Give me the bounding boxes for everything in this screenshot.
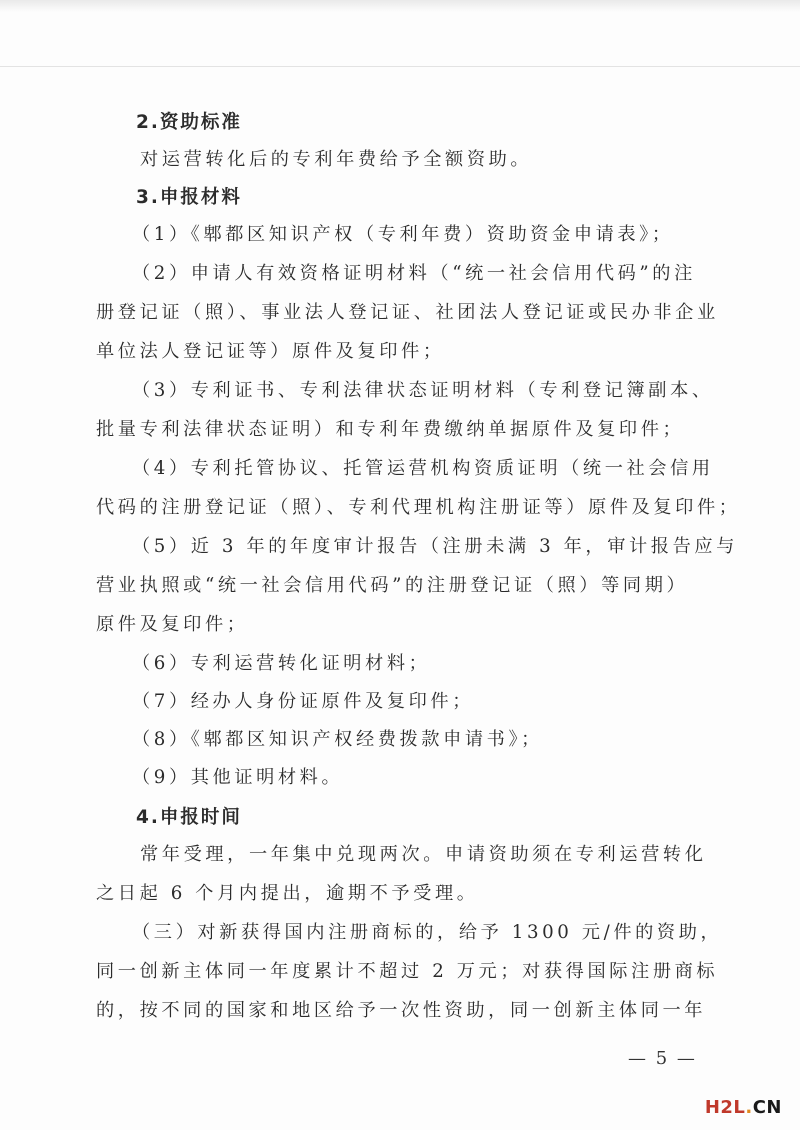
watermark-part: H2L: [704, 1097, 746, 1118]
paragraph-line: 对运营转化后的专利年费给予全额资助。: [140, 149, 533, 170]
paragraph-line: 之日起 6 个月内提出，逾期不予受理。: [96, 883, 479, 904]
section-heading-application-time: 4.申报时间: [136, 807, 242, 828]
paragraph-line: 同一创新主体同一年度累计不超过 2 万元；对获得国际注册商标: [96, 961, 719, 982]
watermark-dot: .: [745, 1097, 753, 1118]
paragraph-line: 的，按不同的国家和地区给予一次性资助，同一创新主体同一年: [96, 1000, 707, 1021]
section-heading-funding-standard: 2.资助标准: [136, 112, 242, 133]
site-watermark-logo: [705, 1097, 782, 1118]
list-item-continuation: 代码的注册登记证（照）、专利代理机构注册证等）原件及复印件；: [96, 497, 741, 518]
paragraph-line: 常年受理，一年集中兑现两次。申请资助须在专利运营转化: [140, 844, 707, 865]
list-item: （3）专利证书、专利法律状态证明材料（专利登记簿副本、: [132, 380, 714, 401]
list-item: （9）其他证明材料。: [132, 767, 344, 788]
list-item: （7）经办人身份证原件及复印件；: [132, 691, 474, 712]
list-item-continuation: 单位法人登记证等）原件及复印件；: [96, 341, 445, 362]
list-item: （5）近 3 年的年度审计报告（注册未满 3 年，审计报告应与: [132, 536, 738, 557]
list-item-continuation: 营业执照或“统一社会信用代码”的注册登记证（照）等同期）: [96, 575, 689, 596]
list-item: （4）专利托管协议、托管运营机构资质证明（统一社会信用: [132, 458, 714, 479]
section-heading-application-materials: 3.申报材料: [136, 187, 242, 208]
list-item-continuation: 批量专利法律状态证明）和专利年费缴纳单据原件及复印件；: [96, 419, 685, 440]
scan-top-band: [0, 0, 800, 12]
paragraph-line: （三）对新获得国内注册商标的，给予 1300 元/件的资助，: [132, 922, 723, 943]
list-item: （6）专利运营转化证明材料；: [132, 653, 431, 674]
list-item: （8）《郫都区知识产权经费拨款申请书》；: [132, 729, 543, 750]
list-item-continuation: 原件及复印件；: [96, 614, 249, 635]
list-item: （2）申请人有效资格证明材料（“统一社会信用代码”的注: [132, 263, 696, 284]
page-number: — 5 —: [628, 1048, 697, 1069]
scan-artifact-line: [0, 66, 800, 67]
list-item: （1）《郫都区知识产权（专利年费）资助资金申请表》；: [132, 224, 674, 245]
list-item-continuation: 册登记证（照）、事业法人登记证、社团法人登记证或民办非企业: [96, 302, 719, 323]
watermark-part: CN: [752, 1097, 782, 1118]
